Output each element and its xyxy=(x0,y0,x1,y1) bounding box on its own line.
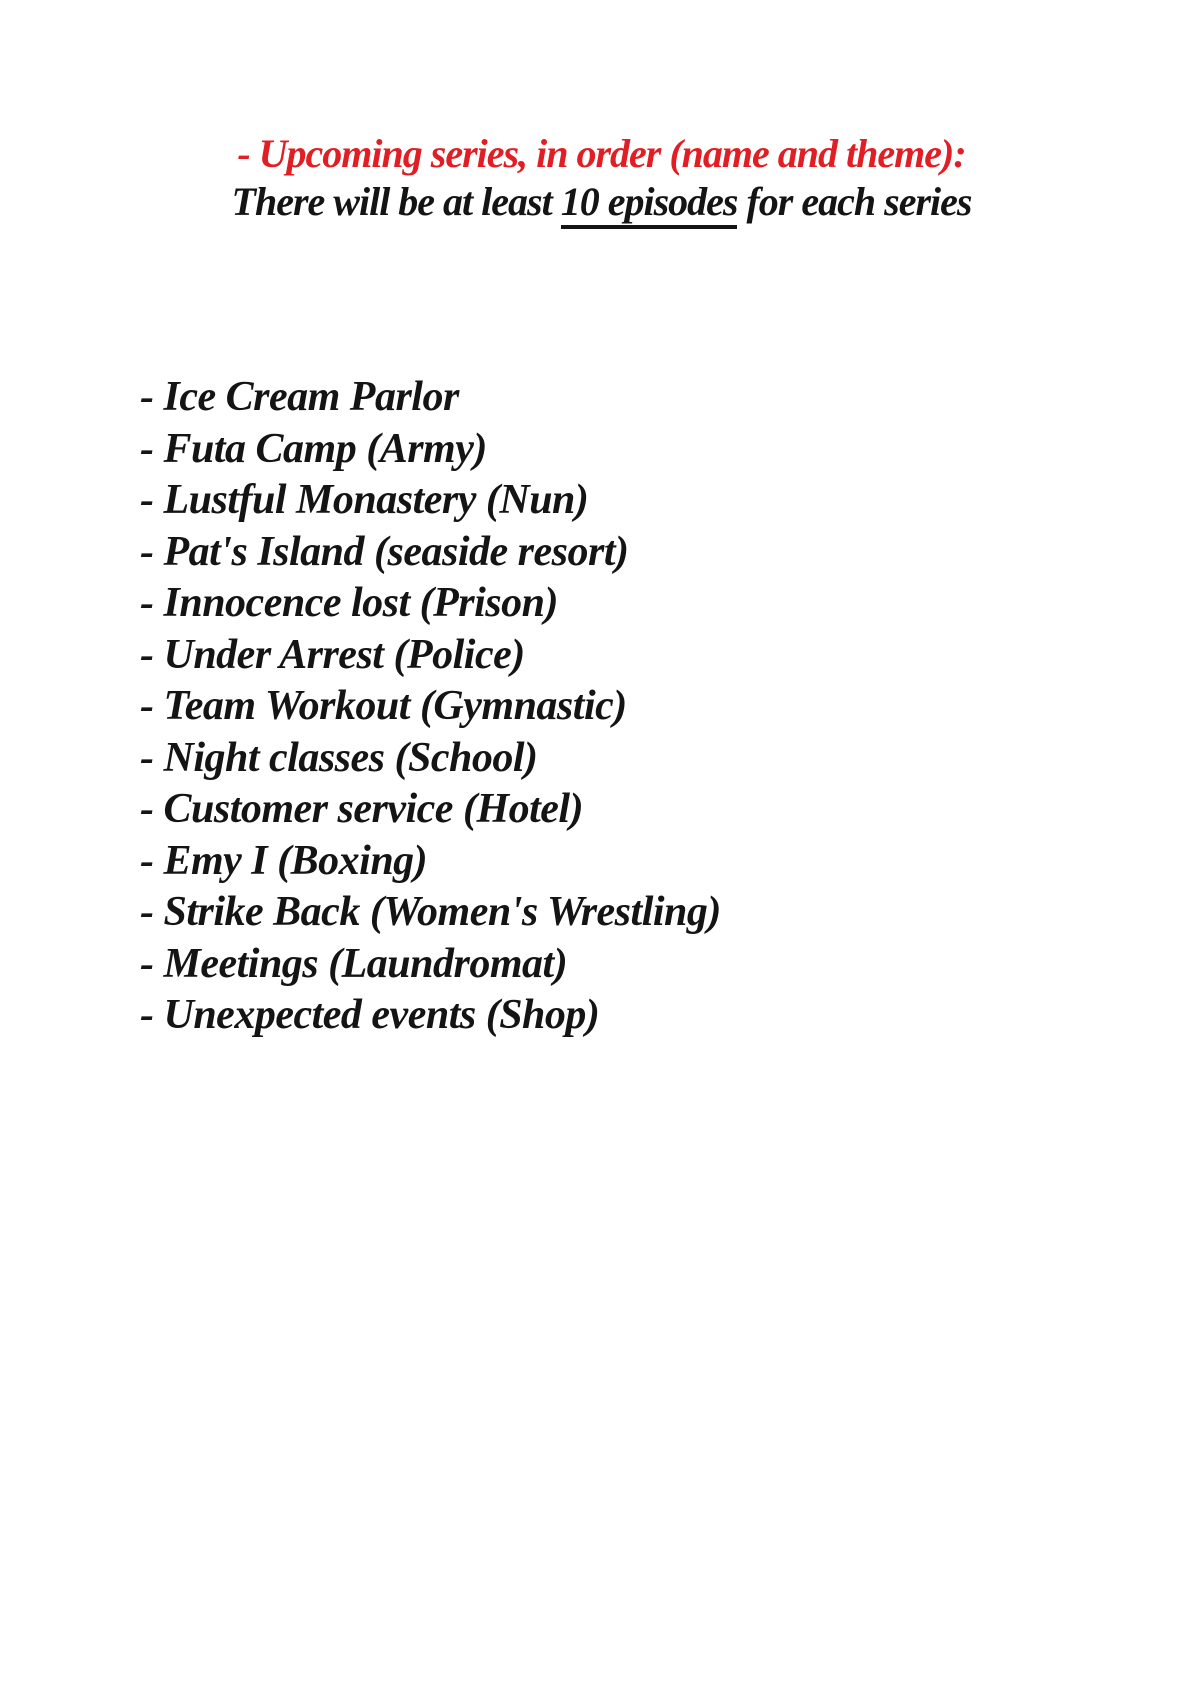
series-list-item: - Night classes (School) xyxy=(140,734,538,781)
series-list-item: - Strike Back (Women's Wrestling) xyxy=(140,889,721,935)
series-list-item: - Pat's Island (seaside resort) xyxy=(140,528,629,575)
series-list-item: - Lustful Monastery (Nun) xyxy=(140,477,589,523)
series-list-item: - Customer service (Hotel) xyxy=(140,786,584,832)
series-list-item: - Innocence lost (Prison) xyxy=(140,580,558,626)
heading-title: - Upcoming series, in order (name and theme): xyxy=(237,131,966,176)
series-list-item: - Futa Camp (Army) xyxy=(140,425,487,472)
series-list-item: - Meetings (Laundromat) xyxy=(140,940,568,987)
subtitle-prefix: There will be at least xyxy=(231,179,561,224)
heading-subtitle xyxy=(0,178,1203,226)
series-list-item: - Unexpected events (Shop) xyxy=(140,992,600,1038)
series-list-item: - Emy I (Boxing) xyxy=(140,837,428,884)
heading-block xyxy=(0,0,1203,226)
subtitle-underlined-text: 10 episodes xyxy=(561,179,738,229)
series-list-item: - Ice Cream Parlor xyxy=(140,374,459,420)
series-list xyxy=(140,372,1203,1042)
subtitle-suffix: for each series xyxy=(737,179,972,224)
series-list-item: - Team Workout (Gymnastic) xyxy=(140,683,627,729)
series-list-item: - Under Arrest (Police) xyxy=(140,631,525,678)
